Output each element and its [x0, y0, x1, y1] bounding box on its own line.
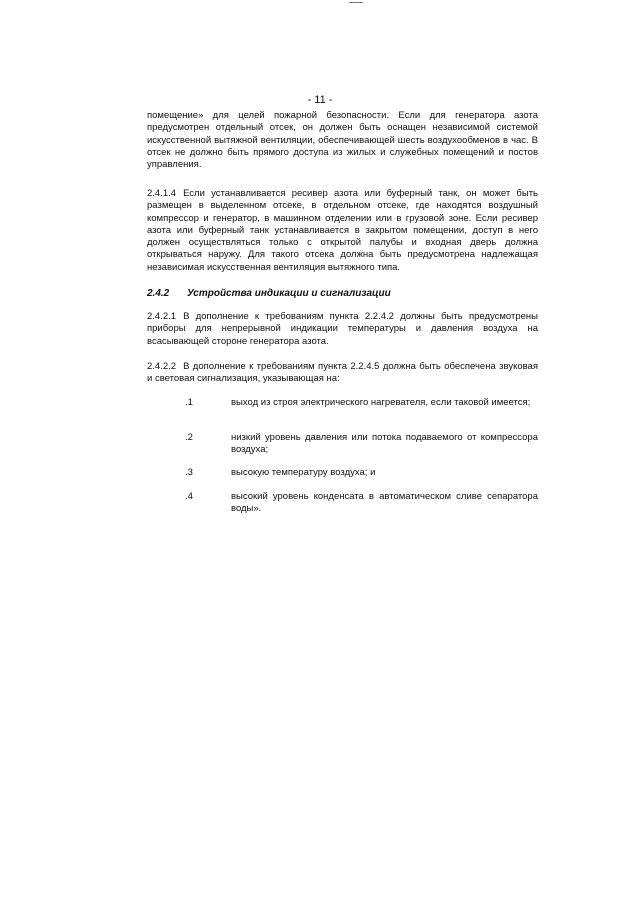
paragraph-number: 2.4.2.2: [147, 361, 177, 372]
scan-mark: [349, 2, 363, 3]
paragraph-number: 2.4.2.1: [147, 311, 177, 322]
section-heading: [147, 288, 538, 299]
list-text: высокий уровень конденсата в автоматическом сливе сепаратора воды».: [231, 491, 538, 515]
paragraph-2-4-2-1: [147, 311, 538, 348]
list-text: низкий уровень давления или потока подаваемого от компрессора воздуха;: [231, 432, 538, 456]
list-marker: .3: [185, 467, 193, 478]
section-title: Устройства индикации и сигнализации: [187, 288, 391, 299]
list-marker: .4: [185, 491, 193, 502]
paragraph-continuation: помещение» для целей пожарной безопасности. Если для генератора азота предусмотрен отдельный отсек, он должен быть оснащен независимой системой искусственной вытяжной вентиляции, обеспечивающей шесть воздухообменов в час. В отсек не должно быть прямого доступа из жилых и служебных помещений и постов управления.: [147, 110, 538, 171]
paragraph-number: 2.4.1.4: [147, 188, 177, 199]
section-number: 2.4.2: [147, 288, 170, 299]
paragraph-2-4-2-2: [147, 361, 538, 386]
paragraph-text: В дополнение к требованиям пункта 2.2.4.5 должна быть обеспечена звуковая и световая сигнализация, указывающая на:: [147, 361, 538, 385]
list-text: выход из строя электрического нагревателя, если таковой имеется;: [231, 397, 531, 408]
list-marker: .1: [185, 397, 193, 408]
list-marker: .2: [185, 432, 193, 443]
list-text: высокую температуру воздуха; и: [231, 467, 376, 478]
paragraph-text: Если устанавливается ресивер азота или буферный танк, он может быть размещен в выделенном отсеке, в отдельном отсеке, где находятся воздушный компрессор и генератор, в машинном отделении или в грузовой зоне. Если ресивер азота или буферный танк устанавливается в закрытом помещении, доступ в него должен осуществляться только с открытой палубы и входная дверь должна открываться наружу. Для такого отсека должна быть предусмотрена надлежащая независимая искусственная вентиляция вытяжного типа.: [147, 188, 538, 273]
page-number: - 11 -: [307, 94, 333, 106]
paragraph-text: В дополнение к требованиям пункта 2.2.4.2 должны быть предусмотрены приборы для непрерывной индикации температуры и давления воздуха на всасывающей стороне генератора азота.: [147, 311, 538, 347]
paragraph-2-4-1-4: [147, 188, 538, 274]
